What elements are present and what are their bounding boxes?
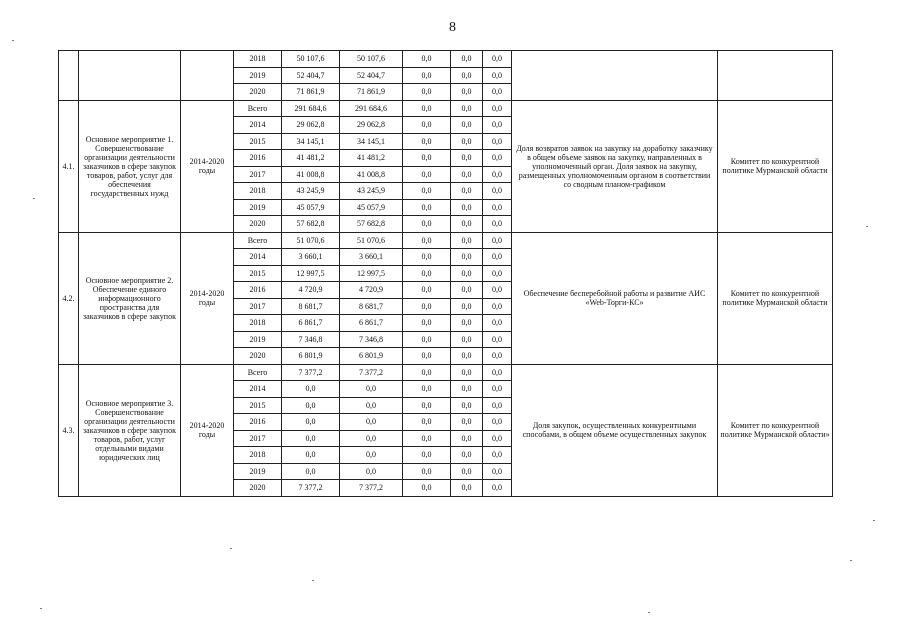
federal-budget-cell: 0,0 bbox=[403, 117, 451, 134]
local-budget-cell: 0,0 bbox=[451, 348, 483, 365]
total-cell: 43 245,9 bbox=[282, 183, 340, 200]
year-cell: 2014 bbox=[234, 381, 282, 398]
federal-budget-cell: 0,0 bbox=[403, 430, 451, 447]
federal-budget-cell: 0,0 bbox=[403, 199, 451, 216]
federal-budget-cell: 0,0 bbox=[403, 381, 451, 398]
other-sources-cell: 0,0 bbox=[483, 216, 512, 233]
total-cell: 51 070,6 bbox=[282, 232, 340, 249]
federal-budget-cell: 0,0 bbox=[403, 249, 451, 266]
total-cell: 0,0 bbox=[282, 397, 340, 414]
indicator-cell: Доля закупок, осуществленных конкурентными способами, в общем объеме осуществленных закупок bbox=[512, 364, 718, 496]
year-cell: 2019 bbox=[234, 331, 282, 348]
regional-budget-cell: 50 107,6 bbox=[340, 51, 403, 68]
regional-budget-cell: 41 008,8 bbox=[340, 166, 403, 183]
federal-budget-cell: 0,0 bbox=[403, 282, 451, 299]
regional-budget-cell: 41 481,2 bbox=[340, 150, 403, 167]
federal-budget-cell: 0,0 bbox=[403, 84, 451, 101]
table-row bbox=[59, 364, 833, 381]
other-sources-cell: 0,0 bbox=[483, 117, 512, 134]
year-cell: 2016 bbox=[234, 414, 282, 431]
regional-budget-cell: 43 245,9 bbox=[340, 183, 403, 200]
local-budget-cell: 0,0 bbox=[451, 447, 483, 464]
year-cell: 2016 bbox=[234, 282, 282, 299]
local-budget-cell: 0,0 bbox=[451, 249, 483, 266]
table-row bbox=[59, 100, 833, 117]
total-cell: 12 997,5 bbox=[282, 265, 340, 282]
regional-budget-cell: 12 997,5 bbox=[340, 265, 403, 282]
federal-budget-cell: 0,0 bbox=[403, 447, 451, 464]
other-sources-cell: 0,0 bbox=[483, 348, 512, 365]
regional-budget-cell: 29 062,8 bbox=[340, 117, 403, 134]
regional-budget-cell: 71 861,9 bbox=[340, 84, 403, 101]
other-sources-cell: 0,0 bbox=[483, 315, 512, 332]
year-cell: 2020 bbox=[234, 84, 282, 101]
year-cell: 2017 bbox=[234, 298, 282, 315]
year-cell: 2018 bbox=[234, 447, 282, 464]
local-budget-cell: 0,0 bbox=[451, 315, 483, 332]
regional-budget-cell: 7 346,8 bbox=[340, 331, 403, 348]
total-cell: 8 681,7 bbox=[282, 298, 340, 315]
table-row bbox=[59, 51, 833, 68]
total-cell: 0,0 bbox=[282, 430, 340, 447]
period-cell: 2014-2020 годы bbox=[181, 364, 234, 496]
local-budget-cell: 0,0 bbox=[451, 397, 483, 414]
total-cell: 0,0 bbox=[282, 463, 340, 480]
regional-budget-cell: 0,0 bbox=[340, 430, 403, 447]
year-cell: Всего bbox=[234, 100, 282, 117]
regional-budget-cell: 51 070,6 bbox=[340, 232, 403, 249]
number-cell: 4.3. bbox=[59, 364, 79, 496]
executor-cell: Комитет по конкурентной политике Мурманской области bbox=[718, 232, 833, 364]
number-cell bbox=[59, 51, 79, 101]
year-cell: 2020 bbox=[234, 348, 282, 365]
year-cell: 2019 bbox=[234, 463, 282, 480]
total-cell: 7 377,2 bbox=[282, 364, 340, 381]
regional-budget-cell: 8 681,7 bbox=[340, 298, 403, 315]
local-budget-cell: 0,0 bbox=[451, 166, 483, 183]
local-budget-cell: 0,0 bbox=[451, 199, 483, 216]
regional-budget-cell: 7 377,2 bbox=[340, 480, 403, 497]
regional-budget-cell: 0,0 bbox=[340, 414, 403, 431]
local-budget-cell: 0,0 bbox=[451, 51, 483, 68]
other-sources-cell: 0,0 bbox=[483, 381, 512, 398]
executor-cell bbox=[718, 51, 833, 101]
total-cell: 41 481,2 bbox=[282, 150, 340, 167]
federal-budget-cell: 0,0 bbox=[403, 216, 451, 233]
federal-budget-cell: 0,0 bbox=[403, 480, 451, 497]
other-sources-cell: 0,0 bbox=[483, 133, 512, 150]
federal-budget-cell: 0,0 bbox=[403, 265, 451, 282]
period-cell: 2014-2020 годы bbox=[181, 100, 234, 232]
indicator-cell: Обеспечение бесперебойной работы и развитие АИС «Web-Торги-КС» bbox=[512, 232, 718, 364]
local-budget-cell: 0,0 bbox=[451, 84, 483, 101]
other-sources-cell: 0,0 bbox=[483, 331, 512, 348]
regional-budget-cell: 0,0 bbox=[340, 447, 403, 464]
other-sources-cell: 0,0 bbox=[483, 414, 512, 431]
total-cell: 0,0 bbox=[282, 447, 340, 464]
local-budget-cell: 0,0 bbox=[451, 117, 483, 134]
executor-cell: Комитет по конкурентной политике Мурманской области» bbox=[718, 364, 833, 496]
total-cell: 6 801,9 bbox=[282, 348, 340, 365]
year-cell: 2019 bbox=[234, 199, 282, 216]
other-sources-cell: 0,0 bbox=[483, 183, 512, 200]
local-budget-cell: 0,0 bbox=[451, 381, 483, 398]
regional-budget-cell: 6 801,9 bbox=[340, 348, 403, 365]
year-cell: 2014 bbox=[234, 249, 282, 266]
federal-budget-cell: 0,0 bbox=[403, 150, 451, 167]
other-sources-cell: 0,0 bbox=[483, 397, 512, 414]
total-cell: 0,0 bbox=[282, 414, 340, 431]
year-cell: 2019 bbox=[234, 67, 282, 84]
total-cell: 3 660,1 bbox=[282, 249, 340, 266]
year-cell: 2015 bbox=[234, 265, 282, 282]
federal-budget-cell: 0,0 bbox=[403, 414, 451, 431]
financing-table bbox=[58, 50, 833, 497]
local-budget-cell: 0,0 bbox=[451, 298, 483, 315]
period-cell bbox=[181, 51, 234, 101]
federal-budget-cell: 0,0 bbox=[403, 67, 451, 84]
federal-budget-cell: 0,0 bbox=[403, 166, 451, 183]
page-number: 8 bbox=[449, 20, 456, 35]
year-cell: 2018 bbox=[234, 315, 282, 332]
regional-budget-cell: 45 057,9 bbox=[340, 199, 403, 216]
number-cell: 4.1. bbox=[59, 100, 79, 232]
total-cell: 291 684,6 bbox=[282, 100, 340, 117]
total-cell: 34 145,1 bbox=[282, 133, 340, 150]
local-budget-cell: 0,0 bbox=[451, 414, 483, 431]
regional-budget-cell: 6 861,7 bbox=[340, 315, 403, 332]
other-sources-cell: 0,0 bbox=[483, 100, 512, 117]
local-budget-cell: 0,0 bbox=[451, 430, 483, 447]
federal-budget-cell: 0,0 bbox=[403, 183, 451, 200]
other-sources-cell: 0,0 bbox=[483, 199, 512, 216]
local-budget-cell: 0,0 bbox=[451, 364, 483, 381]
federal-budget-cell: 0,0 bbox=[403, 463, 451, 480]
total-cell: 71 861,9 bbox=[282, 84, 340, 101]
other-sources-cell: 0,0 bbox=[483, 430, 512, 447]
activity-cell: Основное мероприятие 2. Обеспечение единого информационного пространства для заказчиков в сфере закупок bbox=[79, 232, 181, 364]
total-cell: 6 861,7 bbox=[282, 315, 340, 332]
regional-budget-cell: 4 720,9 bbox=[340, 282, 403, 299]
regional-budget-cell: 57 682,8 bbox=[340, 216, 403, 233]
year-cell: 2016 bbox=[234, 150, 282, 167]
year-cell: 2017 bbox=[234, 166, 282, 183]
local-budget-cell: 0,0 bbox=[451, 216, 483, 233]
regional-budget-cell: 34 145,1 bbox=[340, 133, 403, 150]
number-cell: 4.2. bbox=[59, 232, 79, 364]
total-cell: 4 720,9 bbox=[282, 282, 340, 299]
other-sources-cell: 0,0 bbox=[483, 480, 512, 497]
regional-budget-cell: 0,0 bbox=[340, 463, 403, 480]
other-sources-cell: 0,0 bbox=[483, 150, 512, 167]
other-sources-cell: 0,0 bbox=[483, 298, 512, 315]
other-sources-cell: 0,0 bbox=[483, 232, 512, 249]
year-cell: 2018 bbox=[234, 183, 282, 200]
indicator-cell: Доля возвратов заявок на закупку на доработку заказчику в общем объеме заявок на закупку, направленных в уполномоченный орган. Доля заявок на закупку, размещенных уполномоченным органом в соответствии со сводным планом-графиком bbox=[512, 100, 718, 232]
local-budget-cell: 0,0 bbox=[451, 331, 483, 348]
executor-cell: Комитет по конкурентной политике Мурманской области bbox=[718, 100, 833, 232]
activity-cell bbox=[79, 51, 181, 101]
federal-budget-cell: 0,0 bbox=[403, 397, 451, 414]
year-cell: 2015 bbox=[234, 133, 282, 150]
year-cell: 2018 bbox=[234, 51, 282, 68]
total-cell: 50 107,6 bbox=[282, 51, 340, 68]
local-budget-cell: 0,0 bbox=[451, 265, 483, 282]
indicator-cell bbox=[512, 51, 718, 101]
total-cell: 41 008,8 bbox=[282, 166, 340, 183]
federal-budget-cell: 0,0 bbox=[403, 232, 451, 249]
activity-cell: Основное мероприятие 1. Совершенствование организации деятельности заказчиков в сфере закупок товаров, работ, услуг для обеспечения государственных нужд bbox=[79, 100, 181, 232]
other-sources-cell: 0,0 bbox=[483, 463, 512, 480]
activity-cell: Основное мероприятие 3. Совершенствование организации деятельности заказчиков в сфере закупок товаров, работ, услуг отдельными видами юридических лиц bbox=[79, 364, 181, 496]
other-sources-cell: 0,0 bbox=[483, 67, 512, 84]
regional-budget-cell: 0,0 bbox=[340, 381, 403, 398]
total-cell: 29 062,8 bbox=[282, 117, 340, 134]
local-budget-cell: 0,0 bbox=[451, 282, 483, 299]
total-cell: 52 404,7 bbox=[282, 67, 340, 84]
local-budget-cell: 0,0 bbox=[451, 133, 483, 150]
federal-budget-cell: 0,0 bbox=[403, 331, 451, 348]
federal-budget-cell: 0,0 bbox=[403, 348, 451, 365]
total-cell: 45 057,9 bbox=[282, 199, 340, 216]
period-cell: 2014-2020 годы bbox=[181, 232, 234, 364]
other-sources-cell: 0,0 bbox=[483, 84, 512, 101]
total-cell: 0,0 bbox=[282, 381, 340, 398]
year-cell: Всего bbox=[234, 232, 282, 249]
federal-budget-cell: 0,0 bbox=[403, 133, 451, 150]
regional-budget-cell: 0,0 bbox=[340, 397, 403, 414]
local-budget-cell: 0,0 bbox=[451, 67, 483, 84]
regional-budget-cell: 52 404,7 bbox=[340, 67, 403, 84]
other-sources-cell: 0,0 bbox=[483, 166, 512, 183]
other-sources-cell: 0,0 bbox=[483, 51, 512, 68]
year-cell: 2015 bbox=[234, 397, 282, 414]
regional-budget-cell: 7 377,2 bbox=[340, 364, 403, 381]
total-cell: 7 346,8 bbox=[282, 331, 340, 348]
year-cell: 2020 bbox=[234, 480, 282, 497]
local-budget-cell: 0,0 bbox=[451, 232, 483, 249]
federal-budget-cell: 0,0 bbox=[403, 315, 451, 332]
year-cell: Всего bbox=[234, 364, 282, 381]
other-sources-cell: 0,0 bbox=[483, 447, 512, 464]
federal-budget-cell: 0,0 bbox=[403, 100, 451, 117]
regional-budget-cell: 291 684,6 bbox=[340, 100, 403, 117]
total-cell: 7 377,2 bbox=[282, 480, 340, 497]
federal-budget-cell: 0,0 bbox=[403, 298, 451, 315]
other-sources-cell: 0,0 bbox=[483, 265, 512, 282]
other-sources-cell: 0,0 bbox=[483, 282, 512, 299]
local-budget-cell: 0,0 bbox=[451, 183, 483, 200]
table-row bbox=[59, 232, 833, 249]
local-budget-cell: 0,0 bbox=[451, 100, 483, 117]
year-cell: 2017 bbox=[234, 430, 282, 447]
other-sources-cell: 0,0 bbox=[483, 249, 512, 266]
regional-budget-cell: 3 660,1 bbox=[340, 249, 403, 266]
local-budget-cell: 0,0 bbox=[451, 150, 483, 167]
federal-budget-cell: 0,0 bbox=[403, 364, 451, 381]
year-cell: 2014 bbox=[234, 117, 282, 134]
federal-budget-cell: 0,0 bbox=[403, 51, 451, 68]
total-cell: 57 682,8 bbox=[282, 216, 340, 233]
local-budget-cell: 0,0 bbox=[451, 480, 483, 497]
other-sources-cell: 0,0 bbox=[483, 364, 512, 381]
year-cell: 2020 bbox=[234, 216, 282, 233]
local-budget-cell: 0,0 bbox=[451, 463, 483, 480]
